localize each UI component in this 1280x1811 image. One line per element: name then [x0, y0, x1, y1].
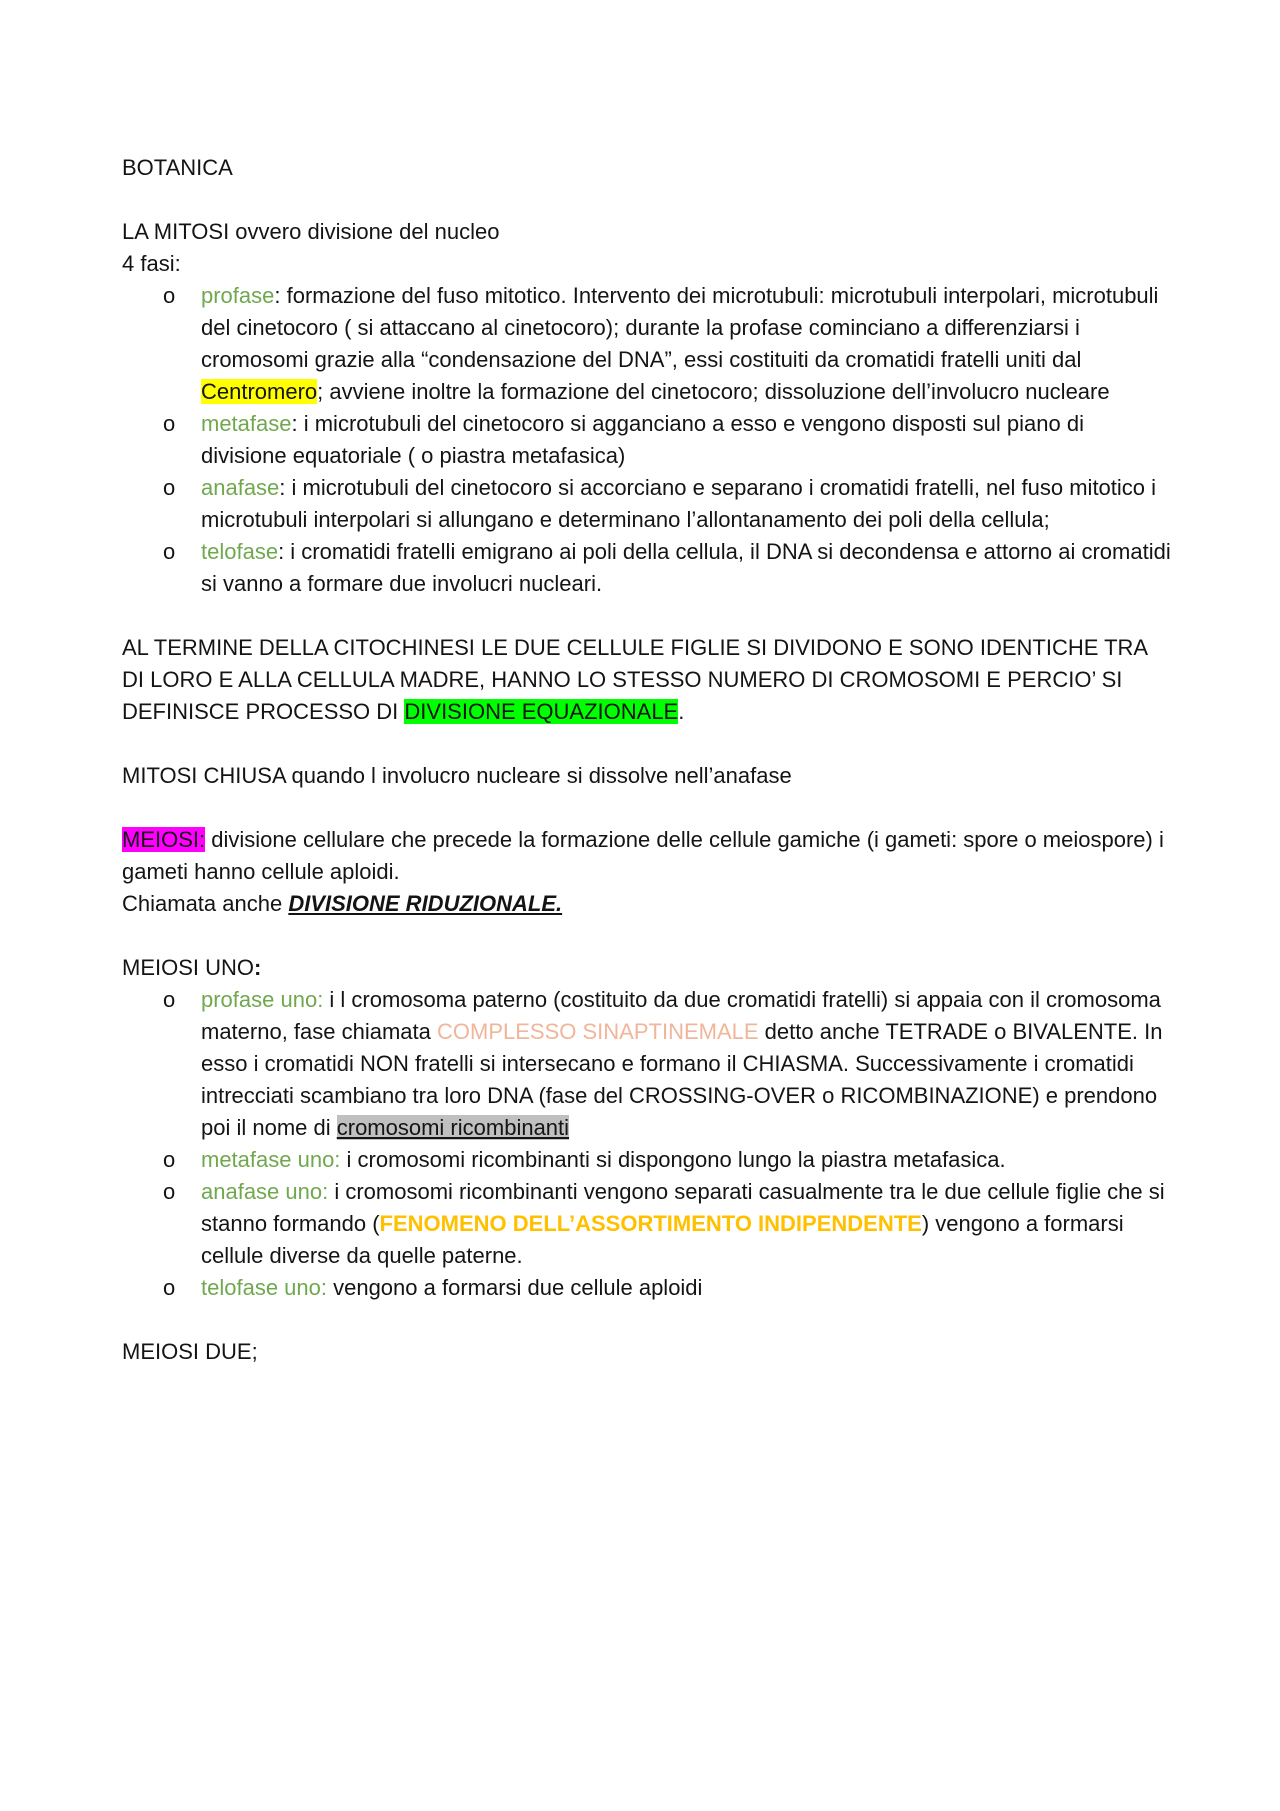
phase-text: i cromosomi ricombinanti vengono separati casualmente tra le due cellule figlie che si stanno formando (: [201, 1179, 1165, 1236]
complesso-sinaptinemale: COMPLESSO SINAPTINEMALE: [437, 1019, 759, 1044]
bullet-marker: o: [163, 987, 176, 1012]
list-item-profase: [122, 280, 1172, 408]
bullet-marker: o: [163, 1179, 176, 1204]
phase-term: anafase uno:: [201, 1179, 329, 1204]
highlight-meiosi: MEIOSI:: [122, 827, 206, 852]
list-item-anafase: [122, 472, 1172, 536]
citochinesi-paragraph: [122, 632, 1172, 728]
phase-text: : i cromatidi fratelli emigrano ai poli della cellula, il DNA si decondensa e attorno ai cromatidi si vanno a formare due involucri nucleari.: [201, 539, 1171, 596]
meiosis-also-called: [122, 888, 1172, 920]
spacer: [122, 600, 1172, 632]
document-title: BOTANICA: [122, 155, 233, 180]
list-item-metafase: [122, 408, 1172, 472]
bullet-marker: o: [163, 539, 176, 564]
citochinesi-end: .: [678, 699, 685, 724]
also-called-text: Chiamata anche: [122, 891, 289, 916]
list-item-profase-uno: [122, 984, 1172, 1144]
mitosi-chiusa-paragraph: MITOSI CHIUSA quando l involucro nucleare si dissolve nell’anafase: [122, 763, 792, 788]
phase-text: vengono a formarsi due cellule aploidi: [326, 1275, 703, 1300]
document-body: [122, 152, 1172, 1368]
phase-text: ) vengono a formarsi cellule diverse da quelle paterne.: [201, 1211, 1124, 1268]
meiosi-uno-phase-list: [122, 984, 1172, 1304]
phase-text: ; avviene inoltre la formazione del cinetocoro; dissoluzione dell’involucro nucleare: [317, 379, 1110, 404]
list-item-telofase-uno: [122, 1272, 1172, 1304]
phase-text: detto anche TETRADE o BIVALENTE. In esso i cromatidi NON fratelli si intersecano e formano il CHIASMA. Successivamente i cromatidi intrecciati scambiano tra loro DNA (fase del CROSSING-OVER o RICOMBINAZIONE) e prendono poi il nome di: [201, 1019, 1163, 1140]
phase-text: : formazione del fuso mitotico. Intervento dei microtubuli: microtubuli interpolari, microtubuli del cinetocoro ( si attaccano al cinetocoro); durante la profase cominciano a differenziarsi i cromosomi grazie alla “condensazione del DNA”, essi costituiti da cromatidi fratelli uniti dal: [201, 283, 1159, 372]
phase-term: telofase: [201, 539, 279, 564]
meiosis-paragraph: [122, 824, 1172, 888]
phase-text: i cromosomi ricombinanti si dispongono lungo la piastra metafasica.: [340, 1147, 1006, 1172]
highlight-cromosomi-ricombinanti: cromosomi ricombinanti: [336, 1115, 570, 1140]
divisione-riduzionale: DIVISIONE RIDUZIONALE.: [288, 891, 563, 916]
phase-term: metafase: [201, 411, 292, 436]
bullet-marker: o: [163, 1147, 176, 1172]
mitosis-heading: LA MITOSI ovvero divisione del nucleo: [122, 219, 500, 244]
bullet-marker: o: [163, 1275, 176, 1300]
highlight-centromero: Centromero: [201, 379, 318, 404]
phase-term: telofase uno:: [201, 1275, 327, 1300]
heading-colon: :: [254, 955, 262, 980]
phase-term: profase: [201, 283, 275, 308]
bullet-marker: o: [163, 475, 176, 500]
phase-term: metafase uno:: [201, 1147, 341, 1172]
bullet-marker: o: [163, 411, 176, 436]
mitosis-phase-list: [122, 280, 1172, 600]
list-item-metafase-uno: [122, 1144, 1172, 1176]
phases-intro: 4 fasi:: [122, 251, 181, 276]
phase-text: : i microtubuli del cinetocoro si agganciano a esso e vengono disposti sul piano di divisione equatoriale ( o piastra metafasica): [201, 411, 1084, 468]
meiosi-uno-heading: [122, 952, 1172, 984]
highlight-divisione-equazionale: DIVISIONE EQUAZIONALE: [404, 699, 679, 724]
meiosi-due-heading: MEIOSI DUE;: [122, 1339, 258, 1364]
spacer: [122, 792, 1172, 824]
spacer: [122, 1304, 1172, 1336]
heading-text: MEIOSI UNO: [122, 955, 255, 980]
assortimento-indipendente: FENOMENO DELL’ASSORTIMENTO INDIPENDENTE: [379, 1211, 922, 1236]
bullet-marker: o: [163, 283, 176, 308]
spacer: [122, 184, 1172, 216]
list-item-anafase-uno: [122, 1176, 1172, 1272]
spacer: [122, 920, 1172, 952]
citochinesi-text: AL TERMINE DELLA CITOCHINESI LE DUE CELLULE FIGLIE SI DIVIDONO E SONO IDENTICHE TRA DI LORO E ALLA CELLULA MADRE, HANNO LO STESSO NUMERO DI CROMOSOMI E PERCIO’ SI DEFINISCE PROCESSO DI: [122, 635, 1147, 724]
phase-term: anafase: [201, 475, 280, 500]
phase-text: i l cromosoma paterno (costituito da due cromatidi fratelli) si appaia con il cromosoma materno, fase chiamata: [201, 987, 1161, 1044]
meiosis-text: divisione cellulare che precede la formazione delle cellule gamiche (i gameti: spore o meiospore) i gameti hanno cellule aploidi.: [122, 827, 1164, 884]
spacer: [122, 728, 1172, 760]
list-item-telofase: [122, 536, 1172, 600]
phase-term: profase uno:: [201, 987, 324, 1012]
phase-text: : i microtubuli del cinetocoro si accorciano e separano i cromatidi fratelli, nel fuso mitotico i microtubuli interpolari si allungano e determinano l’allontanamento dei poli della cellula;: [201, 475, 1157, 532]
